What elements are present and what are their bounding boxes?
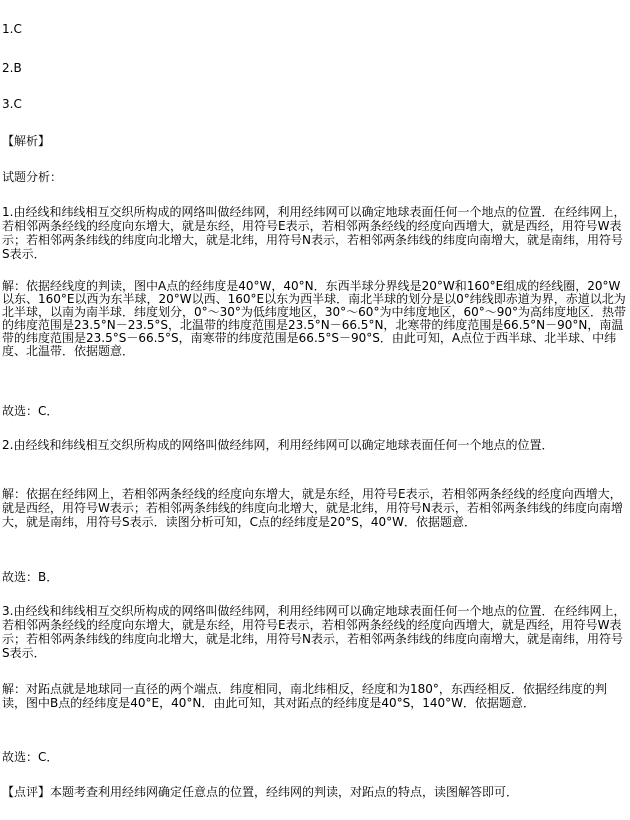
q3-solution: 解：对跖点就是地球同一直径的两个端点．纬度相同，南北纬相反，经度和为180°，东西经相反．依据经纬度的判读，图中B点的经纬度是40°E，40°N．由此可知，其对跖点的经纬度是40°S，140°W．依据题意． [2, 682, 607, 710]
q2-conclusion: 故选：B． [2, 570, 59, 584]
trial-analysis-label: 试题分析： [2, 170, 63, 184]
q1-solution: 解：依据经线度的判读，图中A点的经纬度是40°W，40°N．东西半球分界线是20°W和160°E组成的经线圈，20°W以东、160°E以西为东半球，20°W以西、160°E以东为西半球．南北半球的划分是以0°纬线即赤道为界，赤道以北为北半球，以南为南半球．纬度划分，0°～30°为低纬度地区，30°～60°为中纬度地区，60°～90°为高纬度地区．热带的纬度范围是23.5°N－23.5°S，北温带的纬度范围是23.5°N－66.5°N，北寒带的纬度范围是66.5°N－90°N，南温带的纬度范围是23.5°S－66.5°S，南寒带的纬度范围是66.5°S－90°S．由此可知，A点位于西半球、北半球、中纬度、北温带．依据题意． [2, 279, 626, 358]
q1-conclusion: 故选：C． [2, 404, 59, 418]
q3-conclusion: 故选：C． [2, 750, 59, 764]
q2-intro: 2.由经线和纬线相互交织所构成的网络叫做经纬网，利用经纬网可以确定地球表面任何一个地点的位置． [2, 438, 554, 452]
answer-1: 1.C [2, 22, 22, 36]
q1-intro: 1.由经线和纬线相互交织所构成的网络叫做经纬网，利用经纬网可以确定地球表面任何一个地点的位置．在经纬网上，若相邻两条经线的经度向东增大，就是东经，用符号E表示，若相邻两条经线的经度向西增大，就是西经，用符号W表示；若相邻两条纬线的纬度向北增大，就是北纬，用符号N表示，若相邻两条纬线的纬度向南增大，就是南纬，用符号S表示． [2, 205, 626, 261]
q3-intro: 3.由经线和纬线相互交织所构成的网络叫做经纬网，利用经纬网可以确定地球表面任何一个地点的位置．在经纬网上，若相邻两条经线的经度向东增大，就是东经，用符号E表示，若相邻两条经线的经度向西增大，就是西经，用符号W表示；若相邻两条纬线的纬度向北增大，就是北纬，用符号N表示，若相邻两条纬线的纬度向南增大，就是南纬，用符号S表示． [2, 604, 626, 660]
answer-3: 3.C [2, 97, 22, 111]
answer-2: 2.B [2, 61, 22, 75]
q2-solution: 解：依据在经纬网上，若相邻两条经线的经度向东增大，就是东经，用符号E表示，若相邻两条经线的经度向西增大，就是西经，用符号W表示；若相邻两条纬线的纬度向北增大，就是北纬，用符号N表示，若相邻两条纬线的纬度向南增大，就是南纬，用符号S表示．读图分析可知，C点的经纬度是20°S，40°W．依据题意． [2, 487, 623, 529]
analysis-heading: 【解析】 [2, 134, 51, 148]
comment: 【点评】本题考查利用经纬网确定任意点的位置，经纬网的判读，对跖点的特点，读图解答即可． [2, 785, 519, 799]
